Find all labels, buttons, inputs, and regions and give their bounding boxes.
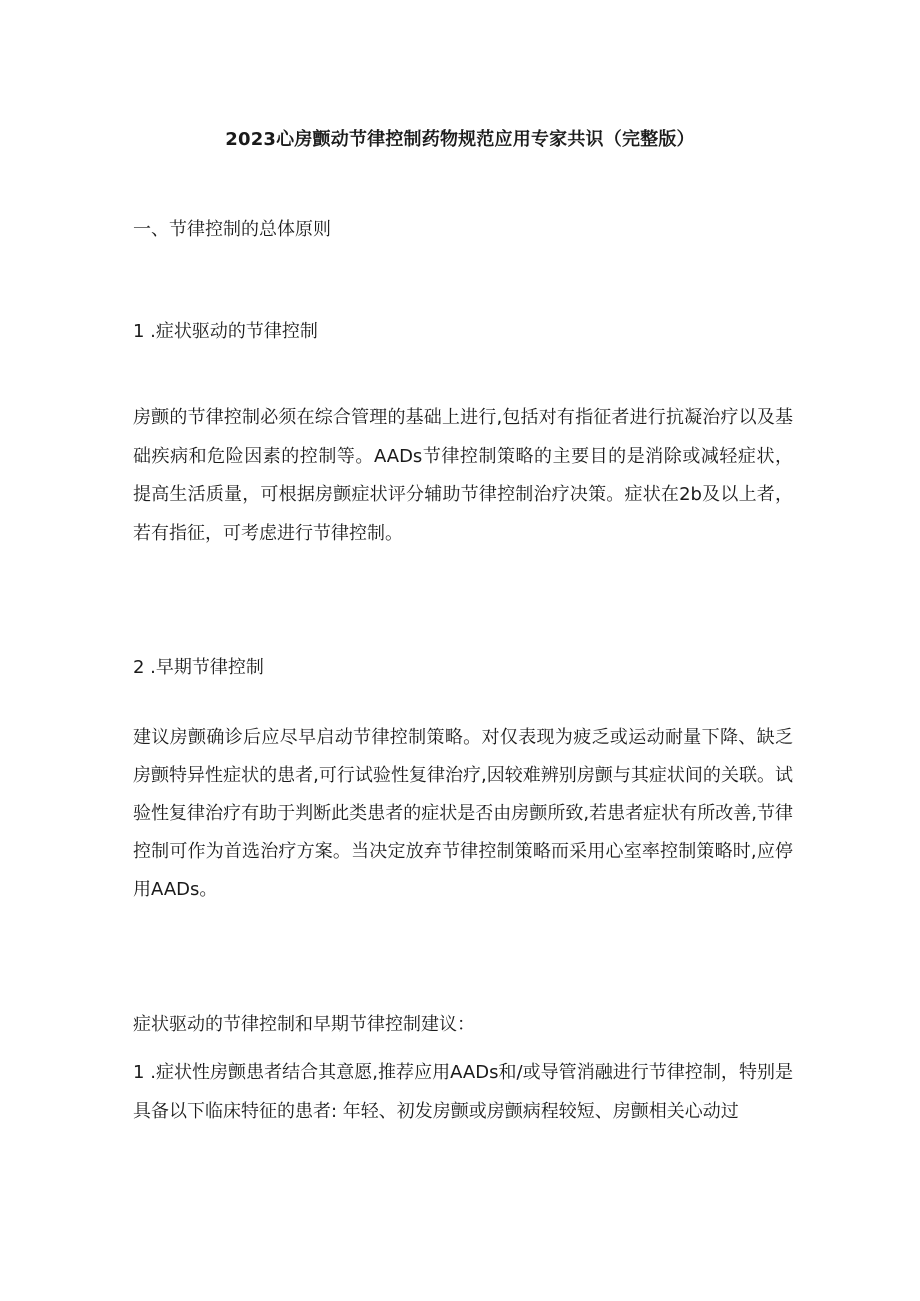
subsection-heading-1: 1 .症状驱动的节律控制 [133, 321, 318, 342]
section-heading: 一、节律控制的总体原则 [133, 219, 331, 240]
recommendation-item-1: 1 .症状性房颤患者结合其意愿,推荐应用AADs和/或导管消融进行节律控制，特别是具备以下临床特征的患者: 年轻、初发房颤或房颤病程较短、房颤相关心动过 [133, 1062, 793, 1122]
recommendations-intro: 症状驱动的节律控制和早期节律控制建议： [133, 1014, 475, 1035]
document-title: 2023心房颤动节律控制药物规范应用专家共识（完整版） [225, 129, 695, 150]
paragraph-symptom-driven: 房颤的节律控制必须在综合管理的基础上进行,包括对有指征者进行抗凝治疗以及基础疾病和危险因素的控制等。AADs节律控制策略的主要目的是消除或减轻症状，提高生活质量，可根据房颤症状评分辅助节律控制治疗决策。症状在2b及以上者，若有指征，可考虑进行节律控制。 [133, 407, 793, 544]
subsection-heading-2: 2 .早期节律控制 [133, 657, 264, 678]
paragraph-early-rhythm-control: 建议房颤确诊后应尽早启动节律控制策略。对仅表现为疲乏或运动耐量下降、缺乏房颤特异性症状的患者,可行试验性复律治疗,因较难辨别房颤与其症状间的关联。试验性复律治疗有助于判断此类患者的症状是否由房颤所致,若患者症状有所改善,节律控制可作为首选治疗方案。当决定放弃节律控制策略而采用心室率控制策略时,应停用AADs。 [133, 727, 793, 900]
